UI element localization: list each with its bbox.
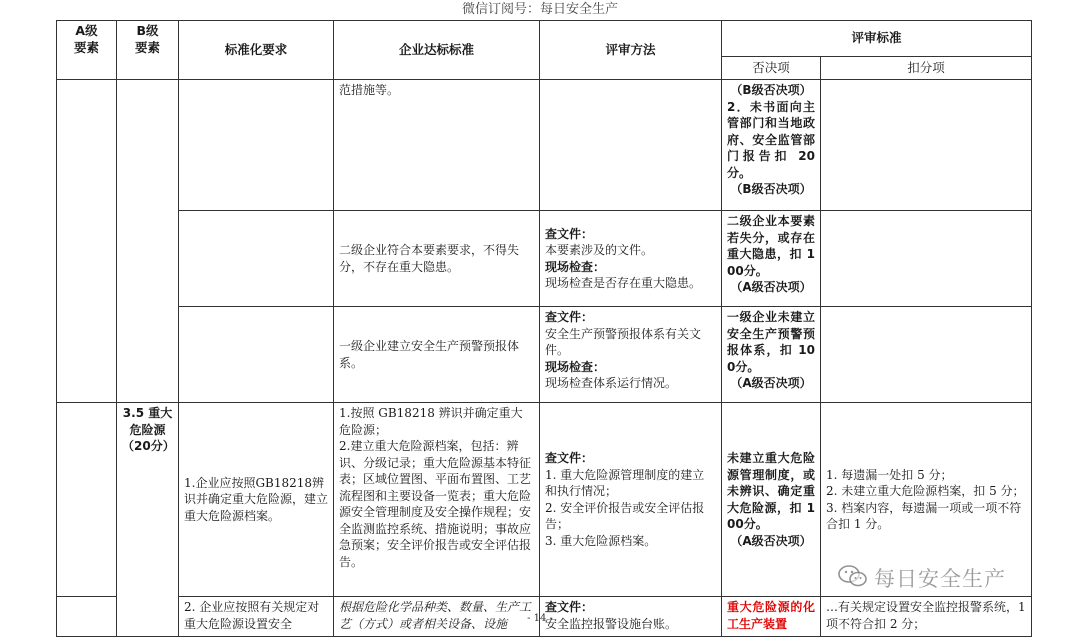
requirement-cell [179, 80, 334, 211]
requirement-cell: 1.企业应按照GB18218辨识并确定重大危险源，建立重大危险源档案。 [179, 403, 334, 597]
table-row [57, 211, 1032, 307]
veto-line: （B级否决项） [730, 182, 812, 196]
standard-cell: 二级企业符合本要素要求，不得失分，不存在重大隐患。 [334, 211, 540, 307]
method-text: 安全监控报警设施台账。 [545, 616, 678, 631]
col-header-b-text: B级 要素 [134, 23, 160, 55]
method-label: 查文件： [545, 451, 594, 465]
col-header-standard: 企业达标标准 [334, 21, 540, 80]
deduct-cell [821, 211, 1032, 307]
col-header-veto: 否决项 [722, 57, 821, 80]
veto-line: （B级否决项） [730, 83, 812, 97]
standard-cell [334, 403, 540, 597]
watermark-text: 每日安全生产 [874, 567, 1006, 591]
deduct-line: 1. 每遗漏一处扣 5 分； [826, 467, 953, 482]
page-number: - 14 - [527, 613, 553, 624]
standard-cell: 一级企业建立安全生产预警预报体系。 [334, 307, 540, 403]
method-text: 安全生产预警预报体系有关文件。 [545, 326, 702, 357]
col-header-deduct: 扣分项 [821, 57, 1032, 80]
veto-cell [722, 307, 821, 403]
method-label: 现场检查： [545, 359, 606, 374]
method-text: 现场检查体系运行情况。 [545, 376, 678, 390]
requirement-cell [179, 211, 334, 307]
veto-line: 2．未书面向主管部门和当地政府、安全监管部门报告扣 20分。 [727, 99, 815, 180]
standard-line: 2.建立重大危险源档案，包括：辨识、分级记录；重大危险源基本特征表；区域位置图、平面布置图、工艺流程图和主要设备一览表；重大危险源安全管理制度及安全操作规程；安全监测监控系统、措施说明；事故应急预案；安全评价报告或安全评估报告。 [339, 439, 532, 569]
document-header-title: 微信订阅号：每日安全生产 [461, 2, 618, 17]
deduct-cell [821, 80, 1032, 211]
table-row [57, 307, 1032, 403]
veto-line: 未建立重大危险源管理制度，或未辨识、确定重大危险源，扣 100分。 [727, 451, 815, 531]
col-header-a-text: A级 要素 [73, 23, 99, 55]
veto-line: 二级企业本要素若失分，或存在重大隐患，扣 100分。 [727, 214, 815, 278]
method-cell [540, 211, 722, 307]
standards-table [56, 20, 1032, 637]
method-text: 2. 安全评价报告或安全评估报告； [545, 500, 705, 531]
col-header-method: 评审方法 [540, 21, 722, 80]
method-text: 本要素涉及的文件。 [545, 243, 654, 257]
method-label: 查文件： [545, 310, 594, 324]
col-header-requirement: 标准化要求 [179, 21, 334, 80]
method-label: 查文件： [545, 226, 594, 241]
requirement-cell [179, 307, 334, 403]
veto-line: （A级否决项） [730, 533, 812, 548]
table-row [57, 403, 1032, 597]
deduct-line: 3. 档案内容，每遗漏一项或一项不符合扣 1 分。 [826, 500, 1022, 531]
table-row [57, 80, 1032, 211]
veto-cell [722, 403, 821, 597]
veto-cell [722, 80, 821, 211]
deduct-line: 2. 未建立重大危险源档案，扣 5 分； [826, 484, 1025, 498]
method-cell [540, 80, 722, 211]
method-text: 现场检查是否存在重大隐患。 [545, 276, 702, 290]
veto-line: （A级否决项） [730, 280, 812, 294]
method-label: 查文件： [545, 600, 594, 614]
requirement-cell: 2. 企业应按照有关规定对重大危险源设置安全 [179, 597, 334, 637]
veto-line: （A级否决项） [730, 376, 812, 390]
col-header-b-level [117, 21, 179, 80]
standard-cell: 范措施等。 [334, 80, 540, 211]
a-level-cell [57, 80, 117, 403]
b-level-cell [117, 80, 179, 403]
method-text: 1. 重大危险源管理制度的建立和执行情况； [545, 467, 705, 498]
method-cell [540, 307, 722, 403]
veto-cell [722, 211, 821, 307]
veto-line: 一级企业未建立安全生产预警预报体系，扣 100分。 [727, 310, 815, 374]
deduct-cell [821, 403, 1032, 597]
veto-cell: 重大危险源的化工生产装置 [722, 597, 821, 637]
method-label: 现场检查： [545, 259, 606, 274]
standard-line: 1.按照 GB18218 辨识并确定重大危险源； [339, 406, 523, 437]
deduct-cell [821, 307, 1032, 403]
deduct-cell: …有关规定设置安全监控报警系统，1 项不符合扣 2 分； [821, 597, 1032, 637]
col-header-criteria: 评审标准 [722, 21, 1032, 57]
b-level-element: 3.5 重大危险源（20分） [117, 403, 179, 637]
a-level-cell [57, 403, 117, 597]
method-text: 3. 重大危险源档案。 [545, 533, 657, 548]
standard-cell: 根据危险化学品种类、数量、生产工艺（方式）或者相关设备、设施 [334, 597, 540, 637]
method-cell [540, 403, 722, 597]
col-header-a-level [57, 21, 117, 80]
